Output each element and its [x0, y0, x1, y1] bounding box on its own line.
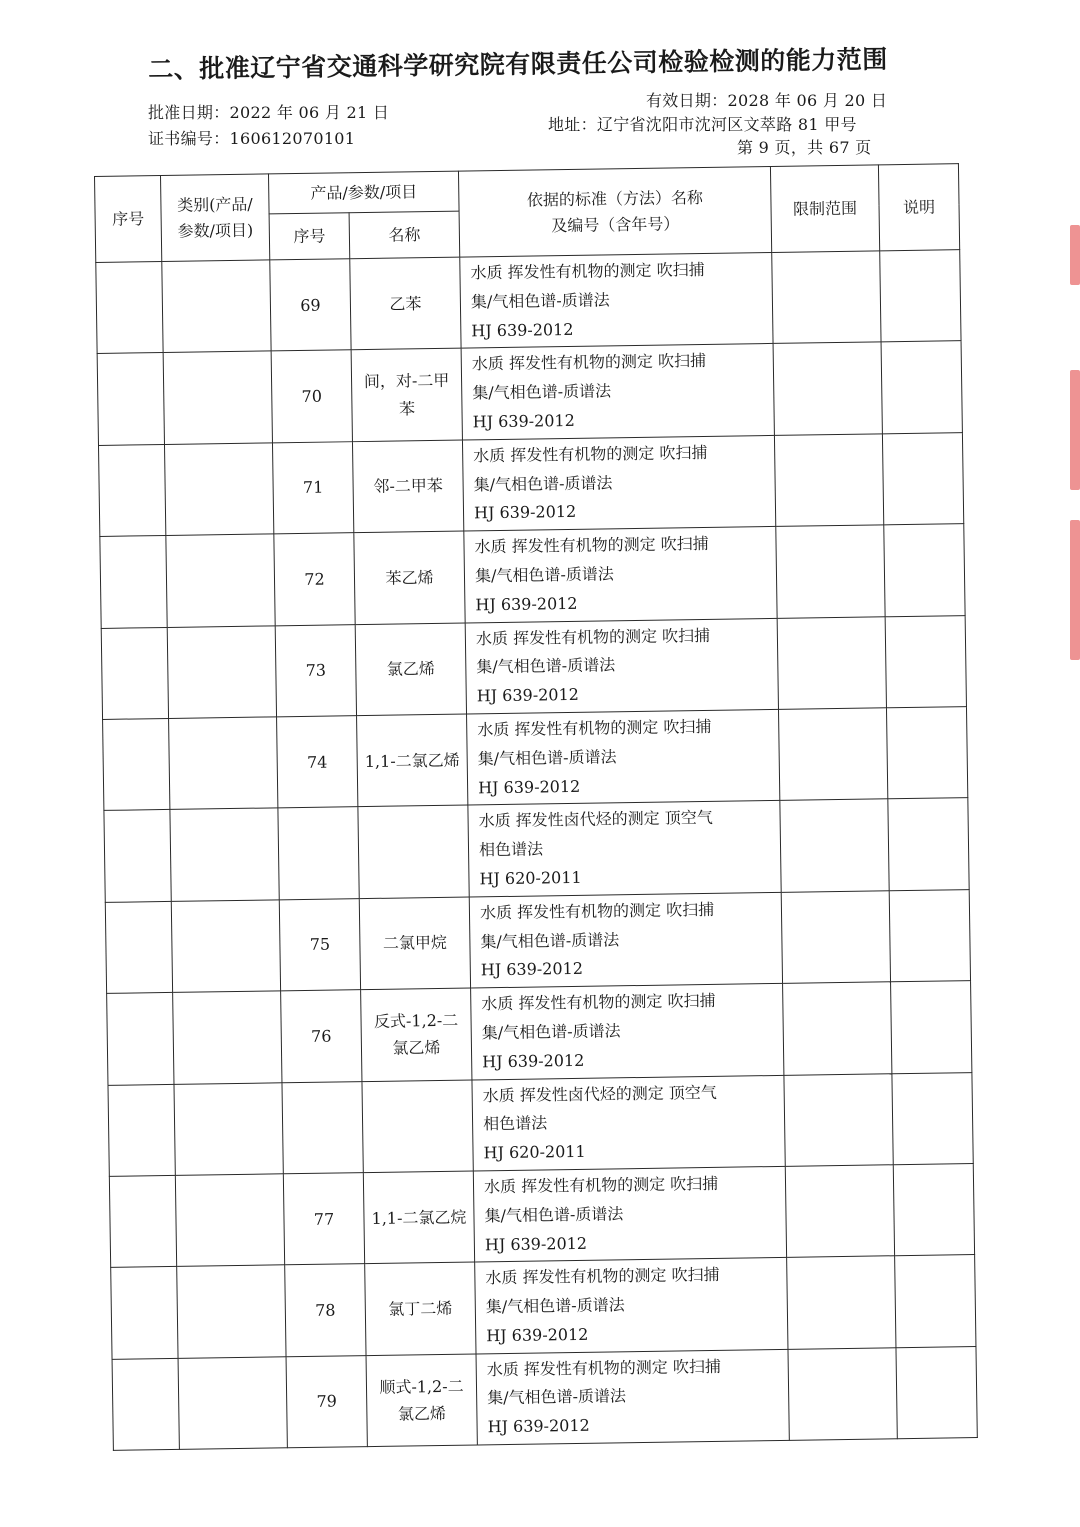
standard-line: 集/气相色谱-质谱法: [487, 1386, 627, 1408]
standard-line: 水质 挥发性有机物的测定 吹扫捕: [481, 990, 716, 1014]
standard-line: 相色谱法: [478, 839, 544, 860]
cell-limit: [788, 1347, 897, 1440]
approval-date-label: 批准日期：: [148, 103, 230, 122]
cell-note: [885, 615, 966, 708]
cell-item-name: [359, 897, 470, 990]
standard-line: 水质 挥发性有机物的测定 吹扫捕: [473, 442, 708, 466]
item-name-line: 反式-1,2-二: [373, 1010, 459, 1032]
valid-date-label: 有效日期：: [646, 91, 728, 110]
cell-category: [173, 991, 282, 1084]
cell-limit: [783, 982, 892, 1075]
cell-seq: [108, 1084, 175, 1176]
standard-line: HJ 639-2012: [475, 593, 578, 615]
cell-note: [889, 889, 970, 982]
standard-line: 集/气相色谱-质谱法: [472, 381, 612, 403]
cell-note: [893, 1163, 974, 1256]
cell-seq: [112, 1358, 179, 1450]
header-standard-line2: 及编号（含年号）: [551, 213, 680, 235]
standard-line: 集/气相色谱-质谱法: [470, 290, 610, 312]
cell-standard: [471, 983, 784, 1079]
cell-standard: [472, 1075, 785, 1171]
table-row: [98, 432, 963, 536]
table-row: [104, 798, 969, 902]
cell-category: [167, 625, 276, 718]
cell-item-seq: 79: [286, 1355, 367, 1448]
cell-limit: [772, 251, 881, 344]
cell-seq: [101, 627, 168, 719]
cell-item-seq: 78: [285, 1264, 366, 1357]
header-seq: 序号: [95, 176, 162, 263]
standard-line: 水质 挥发性有机物的测定 吹扫捕: [479, 899, 715, 923]
item-name-line: 氯乙烯: [392, 1038, 441, 1058]
cell-seq: [98, 444, 165, 536]
header-product-group: 产品/参数/项目: [268, 171, 459, 214]
cell-category: [169, 717, 278, 810]
header-standard: [458, 166, 771, 257]
standard-line: HJ 620-2011: [479, 867, 582, 889]
cell-item-seq: 75: [279, 898, 360, 991]
cell-item-seq: 72: [274, 533, 355, 626]
cell-item-name: [366, 1354, 477, 1447]
table-row: [107, 981, 972, 1085]
cell-item-seq: 69: [270, 259, 351, 352]
cell-item-name: [362, 1080, 473, 1173]
table-row: [109, 1163, 974, 1267]
cell-limit: [785, 1165, 894, 1258]
item-name-line: 氯乙烯: [397, 1403, 447, 1424]
standard-line: 集/气相色谱-质谱法: [484, 1203, 624, 1226]
standard-line: 集/气相色谱-质谱法: [477, 747, 617, 769]
cell-note: [888, 798, 969, 891]
standard-line: 水质 挥发性有机物的测定 吹扫捕: [470, 259, 705, 283]
cell-item-name: [351, 348, 462, 441]
cell-limit: [784, 1073, 893, 1166]
red-stamp-edge-mark: [1070, 520, 1080, 660]
cert-no-value: 160612070101: [229, 129, 356, 148]
cell-standard: [476, 1349, 789, 1445]
standard-line: 水质 挥发性有机物的测定 吹扫捕: [485, 1265, 720, 1288]
cell-limit: [774, 434, 883, 527]
cell-standard: [465, 618, 778, 714]
table-row: [111, 1255, 976, 1359]
valid-date-value: 2028 年 06 月 20 日: [727, 91, 888, 110]
cell-seq: [111, 1267, 178, 1359]
cell-note: [896, 1346, 977, 1439]
red-stamp-edge-mark: [1070, 225, 1080, 285]
cell-item-seq: 71: [272, 441, 353, 534]
standard-line: 集/气相色谱-质谱法: [485, 1295, 625, 1317]
cell-item-name: [352, 440, 463, 533]
approval-date: [148, 100, 389, 123]
cell-note: [892, 1072, 973, 1165]
cell-note: [886, 707, 967, 800]
cell-standard: [468, 801, 781, 897]
cell-item-seq: 73: [275, 624, 356, 717]
page-number: 第 9 页，共 67 页: [737, 138, 872, 157]
header-limit: 限制范围: [770, 165, 879, 253]
standard-line: HJ 639-2012: [486, 1324, 589, 1346]
cell-note: [884, 524, 965, 617]
cell-category: [174, 1082, 283, 1175]
cell-seq: [104, 810, 171, 902]
table-row: [108, 1072, 973, 1176]
cell-item-seq: [278, 807, 359, 900]
standard-line: 集/气相色谱-质谱法: [480, 929, 620, 951]
cell-category: [177, 1265, 286, 1358]
cell-standard: [473, 1166, 786, 1262]
table-row: [96, 250, 961, 354]
item-name-line: 二氯甲烷: [382, 933, 448, 954]
cell-item-name: [350, 257, 461, 350]
cell-category: [175, 1174, 284, 1267]
item-name-line: 氯丁二烯: [388, 1298, 453, 1319]
header-note: 说明: [878, 164, 959, 251]
table-body: [96, 250, 978, 1451]
cell-limit: [776, 525, 885, 618]
cell-note: [895, 1255, 976, 1348]
valid-date: [646, 88, 887, 111]
header-category-line1: 类别(产品/: [176, 194, 253, 215]
standard-line: 相色谱法: [482, 1113, 548, 1134]
cell-item-seq: 76: [281, 990, 362, 1083]
standard-line: HJ 639-2012: [484, 1233, 588, 1254]
table-row: [103, 707, 968, 811]
cell-item-name: [358, 805, 469, 898]
item-name-line: 乙苯: [389, 293, 422, 314]
table-row: [105, 889, 970, 993]
red-stamp-edge-mark: [1070, 370, 1080, 490]
standard-line: 水质 挥发性有机物的测定 吹扫捕: [471, 351, 707, 374]
table-row: [97, 341, 962, 445]
standard-line: 集/气相色谱-质谱法: [476, 655, 616, 677]
table-row: [112, 1346, 977, 1450]
item-name-line: 1,1-二氯乙烷: [371, 1207, 467, 1228]
standard-line: 水质 挥发性有机物的测定 吹扫捕: [486, 1356, 722, 1379]
cell-item-name: [363, 1171, 474, 1264]
item-name-line: 氯乙烯: [386, 659, 436, 679]
standard-line: 水质 挥发性有机物的测定 吹扫捕: [475, 625, 711, 648]
item-name-line: 间，对-二甲: [363, 371, 450, 392]
cell-seq: [105, 901, 172, 993]
cell-item-name: [361, 988, 472, 1081]
cell-note: [880, 250, 961, 343]
cell-standard: [460, 252, 773, 348]
standard-line: 水质 挥发性有机物的测定 吹扫捕: [474, 534, 709, 557]
standard-line: 水质 挥发性有机物的测定 吹扫捕: [483, 1173, 719, 1197]
cell-seq: [109, 1175, 176, 1267]
cell-limit: [780, 799, 889, 892]
cell-category: [163, 351, 272, 444]
cert-no-label: 证书编号：: [148, 129, 230, 148]
cell-item-name: [354, 531, 465, 624]
standard-line: HJ 639-2012: [480, 959, 584, 980]
cell-item-name: [365, 1262, 476, 1355]
standard-line: HJ 639-2012: [472, 410, 575, 432]
table-row: [100, 524, 965, 628]
item-name-line: 邻-二甲苯: [373, 476, 443, 497]
cell-seq: [107, 993, 174, 1085]
table-row: [101, 615, 966, 719]
address: [548, 112, 857, 135]
approval-date-value: 2022 年 06 月 21 日: [229, 103, 390, 122]
address-label: 地址：: [548, 115, 597, 134]
standard-line: HJ 639-2012: [471, 319, 574, 341]
cell-note: [881, 341, 962, 434]
header-category-line2: 参数/项目): [177, 220, 254, 241]
cell-standard: [464, 527, 777, 623]
standard-line: 水质 挥发性有机物的测定 吹扫捕: [477, 716, 712, 740]
standard-line: HJ 639-2012: [477, 776, 581, 797]
cell-item-name: [357, 714, 468, 807]
cell-seq: [103, 718, 170, 810]
standard-line: HJ 639-2012: [487, 1416, 590, 1437]
standard-line: 集/气相色谱-质谱法: [474, 564, 614, 586]
standard-line: HJ 639-2012: [473, 502, 577, 523]
cell-limit: [787, 1256, 896, 1349]
standard-line: HJ 639-2012: [482, 1050, 585, 1072]
item-name-line: 苯: [398, 398, 416, 419]
cell-item-seq: 74: [277, 716, 358, 809]
cell-seq: [96, 262, 163, 354]
cell-limit: [777, 616, 886, 709]
cell-limit: [781, 891, 890, 984]
cell-standard: [461, 344, 774, 440]
standard-line: HJ 639-2012: [476, 685, 580, 706]
cell-seq: [100, 536, 167, 628]
cell-note: [891, 981, 972, 1074]
cell-category: [178, 1356, 287, 1449]
capability-scope-table: [94, 163, 978, 1451]
header-standard-line1: 依据的标准（方法）名称: [526, 187, 704, 210]
cell-category: [171, 900, 280, 993]
cell-category: [166, 534, 275, 627]
header-product-seq: 序号: [269, 213, 350, 260]
cell-standard: [462, 435, 775, 531]
cell-item-seq: 77: [283, 1173, 364, 1266]
page-title: 二、批准辽宁省交通科学研究院有限责任公司检验检测的能力范围: [148, 44, 888, 84]
header-category: [161, 174, 270, 262]
standard-line: 水质 挥发性卤代烃的测定 顶空气: [482, 1082, 717, 1105]
cell-standard: [469, 892, 782, 988]
cell-item-seq: [282, 1081, 363, 1174]
cell-standard: [475, 1258, 788, 1354]
item-name-line: 1,1-二氯乙烯: [364, 750, 460, 771]
item-name-line: 苯乙烯: [385, 567, 434, 588]
cell-item-name: [355, 623, 466, 716]
header-product-name: 名称: [349, 211, 460, 259]
cell-limit: [773, 342, 882, 435]
standard-line: 集/气相色谱-质谱法: [481, 1021, 621, 1043]
cell-note: [882, 432, 963, 525]
address-value: 辽宁省沈阳市沈河区文萃路 81 甲号: [596, 115, 857, 134]
standard-line: 集/气相色谱-质谱法: [473, 472, 613, 494]
cell-category: [162, 260, 271, 353]
cell-limit: [779, 708, 888, 801]
cell-category: [170, 808, 279, 901]
cell-seq: [97, 353, 164, 445]
cell-standard: [467, 709, 780, 805]
cell-item-seq: 70: [271, 350, 352, 443]
certificate-number: [148, 126, 355, 149]
standard-line: 水质 挥发性卤代烃的测定 顶空气: [478, 808, 713, 831]
cell-category: [164, 443, 273, 536]
item-name-line: 顺式-1,2-二: [379, 1376, 464, 1397]
standard-line: HJ 620-2011: [483, 1141, 586, 1163]
